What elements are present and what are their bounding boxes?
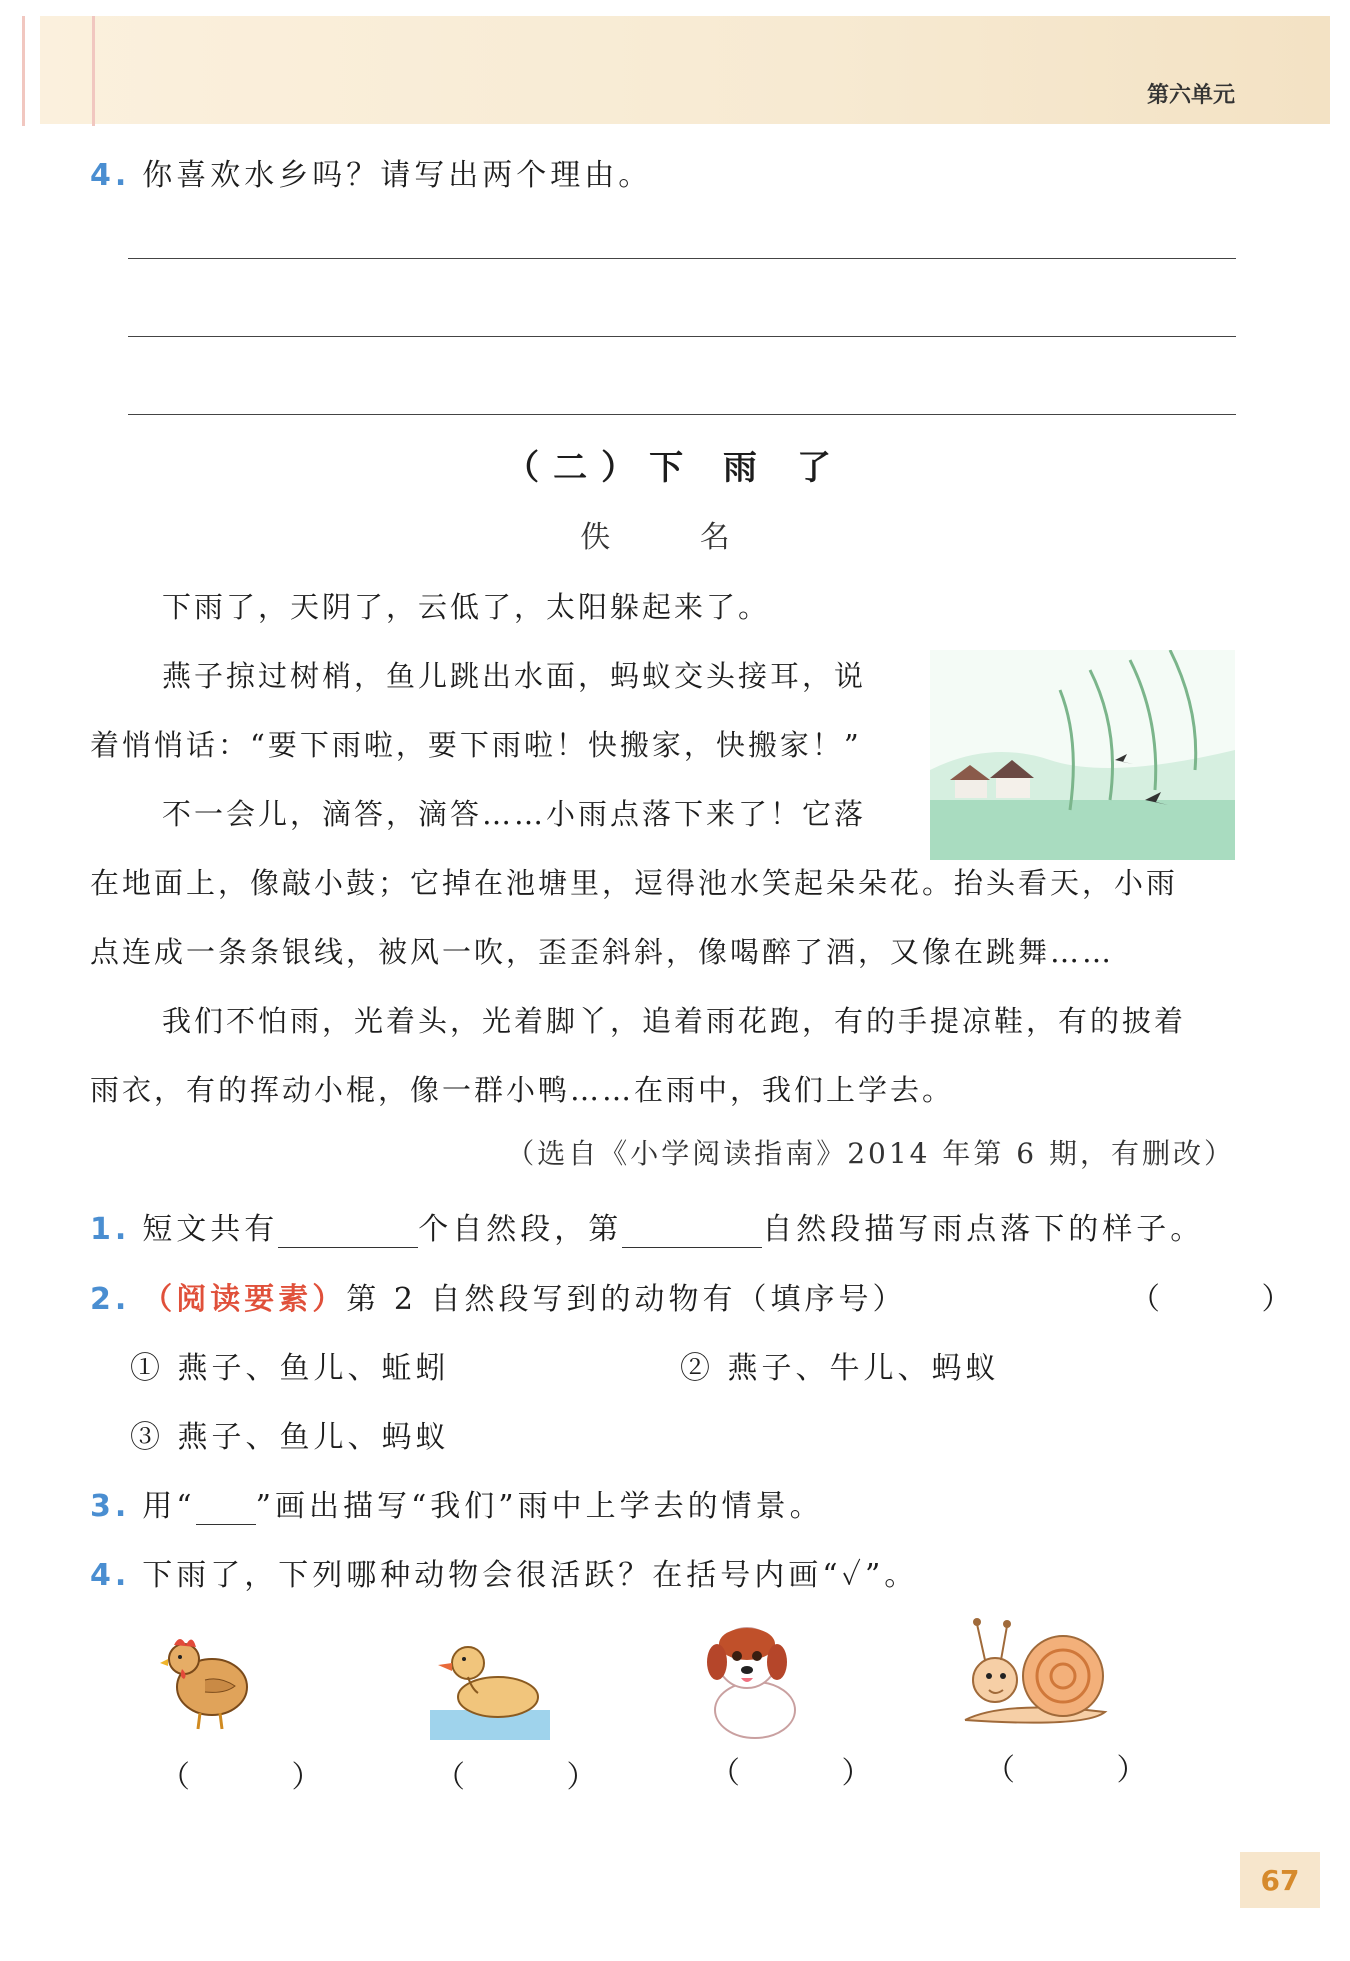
- header-band: [40, 16, 1330, 124]
- option-2[interactable]: ② 燕子、牛儿、蚂蚁: [680, 1351, 1000, 1386]
- question-number: 2.: [90, 1282, 131, 1317]
- question-3: [90, 1481, 824, 1525]
- underline-sample: [196, 1494, 256, 1525]
- passage-title: （二）下 雨 了: [505, 448, 845, 488]
- animal-answer-paren[interactable]: （ ）: [710, 1756, 918, 1791]
- question-4-prev: [90, 150, 652, 194]
- answer-line[interactable]: [128, 414, 1236, 415]
- question-text: 短文共有: [142, 1212, 279, 1247]
- question-number: 4.: [90, 1558, 131, 1593]
- animal-answer-paren[interactable]: （ ）: [160, 1760, 368, 1795]
- option-1[interactable]: ① 燕子、鱼儿、蚯蚓: [130, 1351, 450, 1386]
- question-2: [90, 1274, 906, 1318]
- question-number: 1.: [90, 1212, 131, 1247]
- paragraph-1: 下雨了，天阴了，云低了，太阳躲起来了。: [162, 590, 771, 624]
- option-3[interactable]: ③ 燕子、鱼儿、蚂蚁: [130, 1420, 450, 1455]
- paragraph-3-line-2: 在地面上，像敲小鼓；它掉在池塘里，逗得池水笑起朵朵花。抬头看天，小雨: [90, 866, 1179, 900]
- question-number: 4.: [90, 158, 131, 193]
- answer-line[interactable]: [128, 336, 1236, 337]
- page-number: 67: [1240, 1852, 1320, 1908]
- animal-answer-paren[interactable]: （ ）: [985, 1753, 1193, 1788]
- chicken-icon: [160, 1625, 255, 1740]
- question-text: 自然段描写雨点落下的样子。: [762, 1212, 1205, 1247]
- unit-label: 第六单元: [1146, 83, 1235, 108]
- question-text: 个自然段，第: [418, 1212, 623, 1247]
- paragraph-2-line-2: 着悄悄话：“要下雨啦，要下雨啦！快搬家，快搬家！”: [90, 728, 862, 762]
- answer-paren[interactable]: （ ）: [1130, 1282, 1338, 1317]
- paragraph-4-line-2: 雨衣，有的挥动小棍，像一群小鸭……在雨中，我们上学去。: [90, 1073, 955, 1107]
- fill-blank[interactable]: [278, 1217, 418, 1248]
- passage-author: 佚 名: [580, 520, 770, 555]
- paragraph-2-line-1: 燕子掠过树梢，鱼儿跳出水面，蚂蚁交头接耳，说: [162, 659, 867, 693]
- passage-source: （选自《小学阅读指南》2014 年第 6 期，有删改）: [506, 1137, 1235, 1170]
- question-number: 3.: [90, 1489, 131, 1524]
- margin-line: [22, 16, 25, 126]
- paragraph-4-line-1: 我们不怕雨，光着头，光着脚丫，追着雨花跑，有的手提凉鞋，有的披着: [162, 1004, 1187, 1038]
- animal-answer-paren[interactable]: （ ）: [435, 1760, 643, 1795]
- answer-line[interactable]: [128, 258, 1236, 259]
- fill-blank[interactable]: [622, 1217, 762, 1248]
- question-text: 你喜欢水乡吗？请写出两个理由。: [142, 158, 653, 193]
- question-1: [90, 1204, 1204, 1248]
- question-4: [90, 1550, 918, 1594]
- rain-scene-illustration: [930, 650, 1235, 860]
- question-text: ”画出描写“我们”雨中上学去的情景。: [255, 1489, 824, 1524]
- reading-element-tag: （阅读要素）: [142, 1282, 347, 1317]
- paragraph-3-line-1: 不一会儿，滴答，滴答……小雨点落下来了！它落: [162, 797, 867, 831]
- paragraph-3-line-3: 点连成一条条银线，被风一吹，歪歪斜斜，像喝醉了酒，又像在跳舞……: [90, 935, 1115, 969]
- question-text: 下雨了，下列哪种动物会很活跃？在括号内画“✓”。: [142, 1558, 919, 1593]
- margin-line: [92, 16, 95, 126]
- question-text: 用“: [142, 1489, 196, 1524]
- question-text: 第 2 自然段写到的动物有（填序号）: [346, 1282, 907, 1317]
- duck-icon: [430, 1625, 550, 1740]
- snail-icon: [955, 1610, 1115, 1735]
- dog-icon: [695, 1610, 815, 1745]
